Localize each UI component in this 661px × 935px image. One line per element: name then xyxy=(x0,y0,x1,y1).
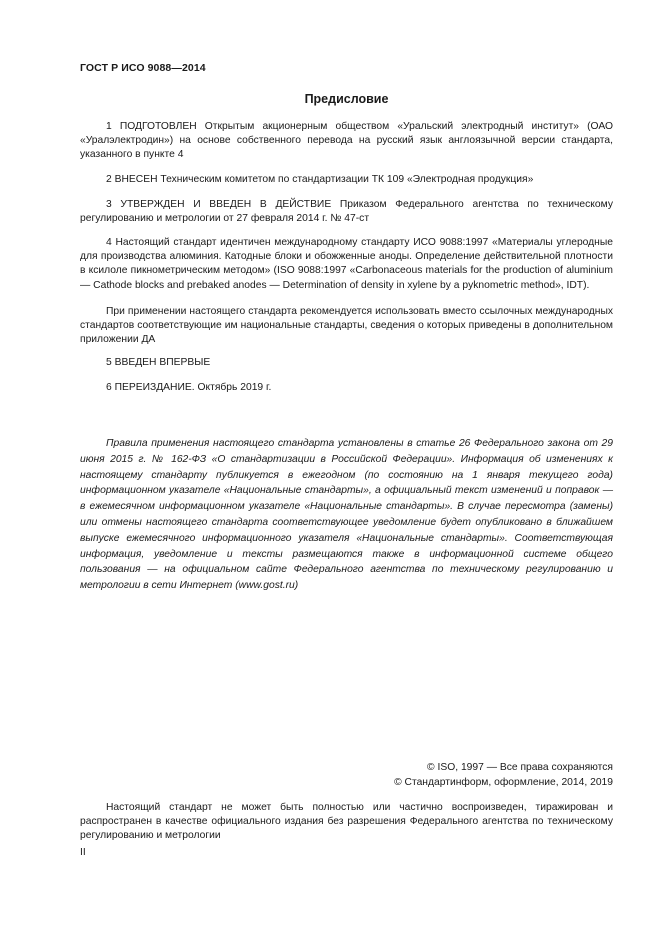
paragraph-prepared-by: 1 ПОДГОТОВЛЕН Открытым акционерным обществом «Уральский электродный институт» (ОАО «Уралэлектродин») на основе собственного перевода на русский язык англоязычной версии стандарта, указанного в пункте 4 xyxy=(80,121,613,161)
reproduction-notice: Настоящий стандарт не может быть полностью или частично воспроизведен, тиражирован и распространен в качестве официального издания без разрешения Федерального агентства по техническому регулированию и метрологии xyxy=(80,802,613,842)
paragraph-submitted-by: 2 ВНЕСЕН Техническим комитетом по стандартизации ТК 109 «Электродная продукция» xyxy=(106,174,534,185)
paragraph-reference-usage: При применении настоящего стандарта рекомендуется использовать вместо ссылочных международных стандартов соответствующие им национальные стандарты, сведения о которых приведены в дополнительном приложении ДА xyxy=(80,306,613,346)
paragraph-approved: 3 УТВЕРЖДЕН И ВВЕДЕН В ДЕЙСТВИЕ Приказом Федерального агентства по техническому регулированию и метрологии от 27 февраля 2014 г. № 47-ст xyxy=(80,199,613,225)
paragraph-reissue: 6 ПЕРЕИЗДАНИЕ. Октябрь 2019 г. xyxy=(106,382,272,393)
copyright-standartinform: © Стандартинформ, оформление, 2014, 2019 xyxy=(394,777,613,788)
paragraph-first-introduced: 5 ВВЕДЕН ВПЕРВЫЕ xyxy=(106,357,211,368)
copyright-iso: © ISO, 1997 — Все права сохраняются xyxy=(427,762,613,773)
paragraph-identical-standard: 4 Настоящий стандарт идентичен международному стандарту ИСО 9088:1997 «Материалы углеродные для производства алюминия. Катодные блоки и обожженные аноды. Определение действительной плотности в ксилоле пикнометрическим методом» (ISO 9088:1997 «Carbonaceous materials for the production of aluminium — Cathode blocks and prebaked anodes — Determination of density in xylene by a pyknometric method», IDT). xyxy=(80,237,613,291)
rules-notice: Правила применения настоящего стандарта установлены в статье 26 Федерального закона от 29 июня 2015 г. № 162-ФЗ «О стандартизации в Российской Федерации». Информация об изменениях к настоящему стандарту публикуется в ежегодном (по состоянию на 1 января текущего года) информационном указателе «Национальные стандарты», а официальный текст изменений и поправок — в ежемесячном информационном указателе «Национальные стандарты». В случае пересмотра (замены) или отмены настоящего стандарта соответствующее уведомление будет опубликовано в ближайшем выпуске ежемесячного информационного указателя «Национальные стандарты». Соответствующая информация, уведомление и тексты размещаются также в информационной системе общего пользования — на официальном сайте Федерального агентства по техническому регулированию и метрологии в сети Интернет (www.gost.ru) xyxy=(80,438,613,592)
page-title: Предисловие xyxy=(304,92,389,106)
document-code: ГОСТ Р ИСО 9088—2014 xyxy=(80,62,206,74)
page-number: II xyxy=(80,847,86,858)
